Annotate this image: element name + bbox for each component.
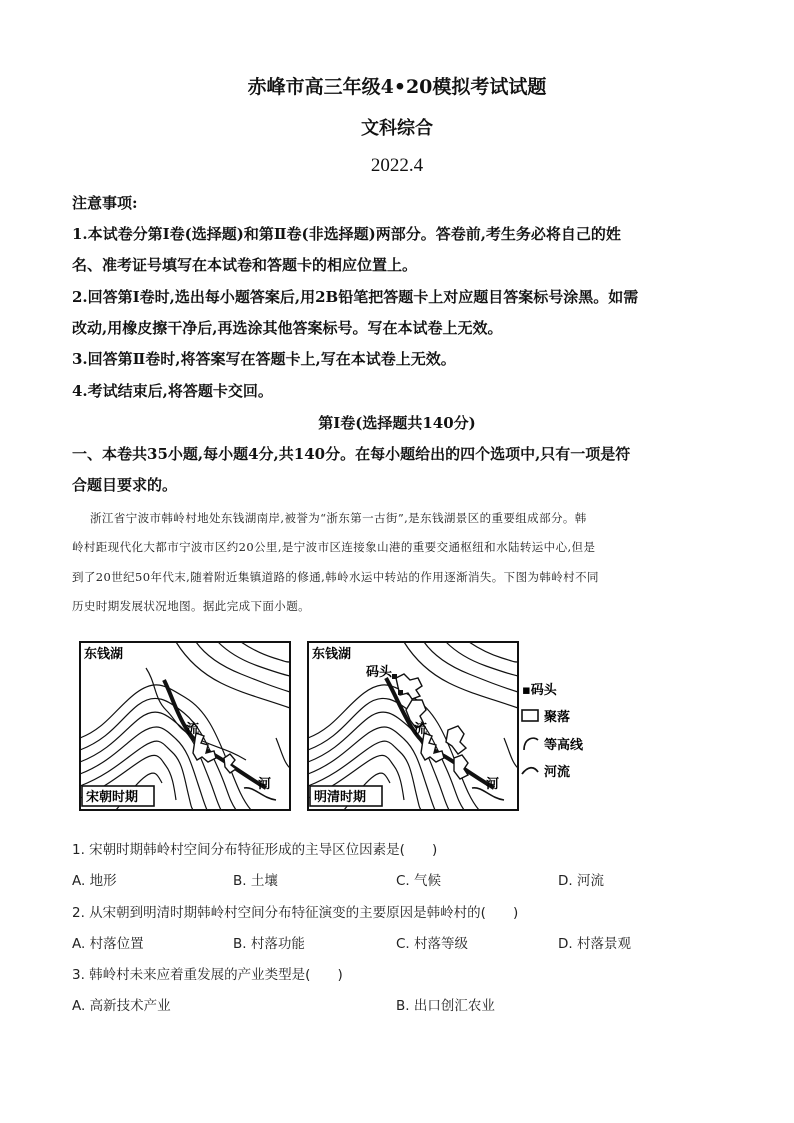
question-3-option-b: B. 出口创汇农业 [396,998,495,1014]
page-title: 赤峰市高三年级4•20模拟考试试题 [247,76,547,98]
settlement-icon [522,710,538,721]
question-2-option-c: C. 村落等级 [396,936,469,952]
question-1-option-b: B. 土壤 [233,873,278,889]
notice-line: 名、准考证号填写在本试卷和答题卡的相应位置上。 [72,256,418,274]
question-3-option-a: A. 高新技术产业 [72,998,171,1014]
notice-line: 改动,用橡皮擦干净后,再选涂其他答案标号。写在本试卷上无效。 [72,319,503,337]
map-legend [522,682,584,780]
legend-river: 河流 [544,765,571,780]
question-2-option-b: B. 村落功能 [233,936,305,952]
contour-icon [524,738,538,750]
notice-line: 2.回答第Ⅰ卷时,选出每小题答案后,用2B铅笔把答题卡上对应题目答案标号涂黑。如需 [72,288,639,306]
page-subtitle: 文科综合 [361,118,433,139]
exam-date: 2022.4 [370,155,424,176]
notice-heading: 注意事项: [72,194,138,212]
question-2-stem: 2. 从宋朝到明清时期韩岭村空间分布特征演变的主要原因是韩岭村的( ) [72,905,519,921]
question-1-option-c: C. 气候 [396,873,442,889]
legend-settlement: 聚落 [544,710,571,725]
question-3-stem: 3. 韩岭村未来应着重发展的产业类型是( ) [72,967,343,983]
map2-lake-label: 东钱湖 [312,647,352,662]
passage-line: 历史时期发展状况地图。据此完成下面小题。 [72,599,310,613]
river-icon [522,768,538,774]
map1-river-label: 流 [186,722,200,737]
section-instruction: 合题目要求的。 [72,476,178,494]
legend-contour: 等高线 [544,738,584,753]
legend-pier: ▪码头 [522,683,557,698]
notice-line: 4.考试结束后,将答题卡交回。 [72,382,273,400]
question-2-option-d: D. 村落景观 [558,936,631,952]
question-2-option-a: A. 村落位置 [72,936,144,952]
question-1-option-a: A. 地形 [72,873,117,889]
notice-line: 3.回答第Ⅱ卷时,将答案写在答题卡上,写在本试卷上无效。 [72,350,456,368]
section-title: 第Ⅰ卷(选择题共140分) [318,414,476,432]
village-history-maps [76,638,596,816]
map2-period-label: 明清时期 [314,790,367,805]
map2-river-label: 流 [414,722,428,737]
question-1-option-d: D. 河流 [558,873,604,889]
passage-line: 岭村距现代化大都市宁波市区约20公里,是宁波市区连接象山港的重要交通枢纽和水陆转运中心,但是 [72,540,596,554]
section-instruction: 一、本卷共35小题,每小题4分,共140分。在每小题给出的四个选项中,只有一项是符 [72,445,631,463]
map1-river-label: 河 [258,777,272,792]
passage-line: 浙江省宁波市韩岭村地处东钱湖南岸,被誉为“浙东第一古街”,是东钱湖景区的重要组成部分。韩 [90,511,587,525]
map2-river-label: 河 [486,777,500,792]
map2-pier-label: 码头 [366,665,393,680]
map1-lake-label: 东钱湖 [84,647,124,662]
map1-period-label: 宋朝时期 [86,790,139,805]
map-song-dynasty [80,642,290,810]
question-1-stem: 1. 宋朝时期韩岭村空间分布特征形成的主导区位因素是( ) [72,842,438,858]
map-ming-qing-dynasty [308,642,518,810]
passage-line: 到了20世纪50年代末,随着附近集镇道路的修通,韩岭水运中转站的作用逐渐消失。下图为韩岭村不同 [72,570,599,584]
notice-line: 1.本试卷分第Ⅰ卷(选择题)和第Ⅱ卷(非选择题)两部分。答卷前,考生务必将自己的姓 [72,225,621,243]
